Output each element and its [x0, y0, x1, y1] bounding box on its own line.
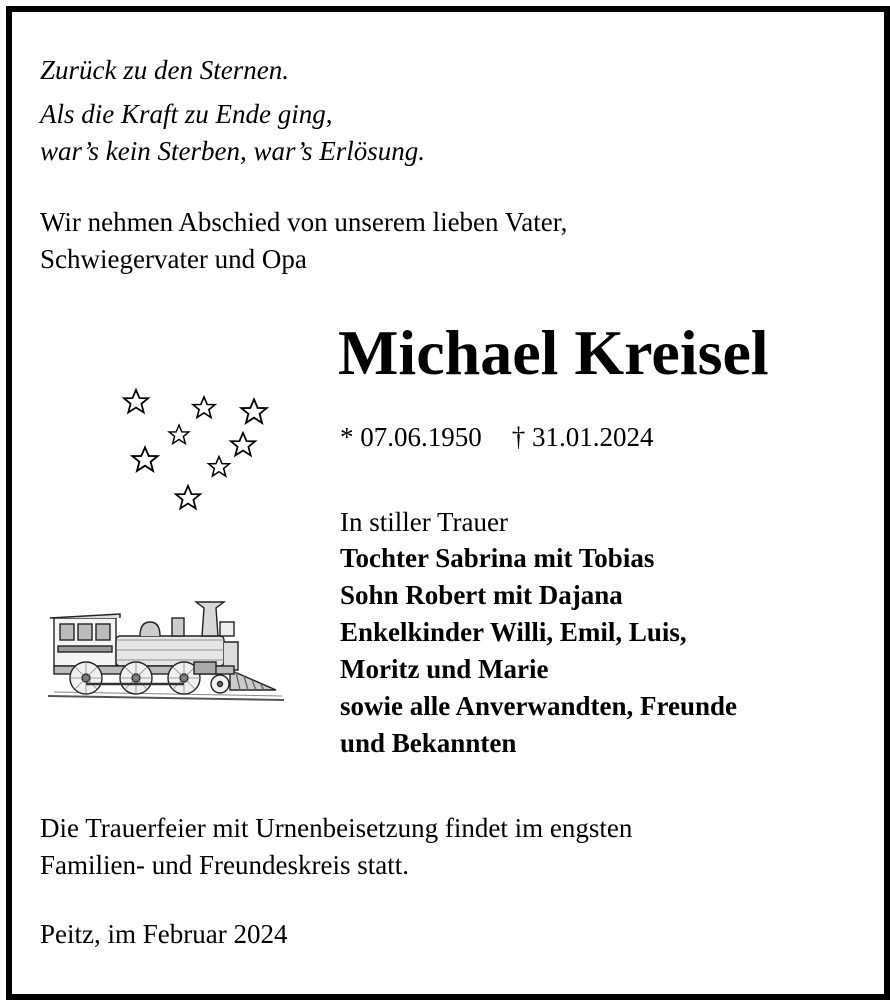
ceremony-line-2: Familien- und Freundeskreis statt.	[40, 850, 409, 880]
closing-place-date: Peitz, im Februar 2024	[40, 919, 288, 949]
mourners-heading: In stiller Trauer	[340, 507, 508, 537]
poem-line-3: war’s kein Sterben, war’s Erlösung.	[40, 136, 426, 166]
mourner-line: Moritz und Marie	[340, 654, 549, 684]
deceased-name: Michael Kreisel	[338, 317, 769, 388]
death-date: † 31.01.2024	[511, 422, 654, 452]
steam-locomotive-icon	[44, 592, 288, 708]
life-dates	[340, 420, 654, 454]
intro-line-2: Schwiegervater und Opa	[40, 244, 307, 274]
birth-date: * 07.06.1950	[340, 422, 482, 452]
mourner-line: Sohn Robert mit Dajana	[340, 580, 623, 610]
stars-icon	[118, 384, 278, 524]
intro-line-1: Wir nehmen Abschied von unserem lieben Vater,	[40, 207, 568, 237]
poem-line-1: Zurück zu den Sternen.	[40, 55, 289, 85]
mourner-line: und Bekannten	[340, 728, 517, 758]
ceremony-line-1: Die Trauerfeier mit Urnenbeisetzung findet im engsten	[40, 813, 633, 843]
mourner-line: Enkelkinder Willi, Emil, Luis,	[340, 617, 687, 647]
mourner-line: sowie alle Anverwandten, Freunde	[340, 691, 737, 721]
poem-line-2: Als die Kraft zu Ende ging,	[40, 99, 333, 129]
mourner-line: Tochter Sabrina mit Tobias	[340, 543, 655, 573]
